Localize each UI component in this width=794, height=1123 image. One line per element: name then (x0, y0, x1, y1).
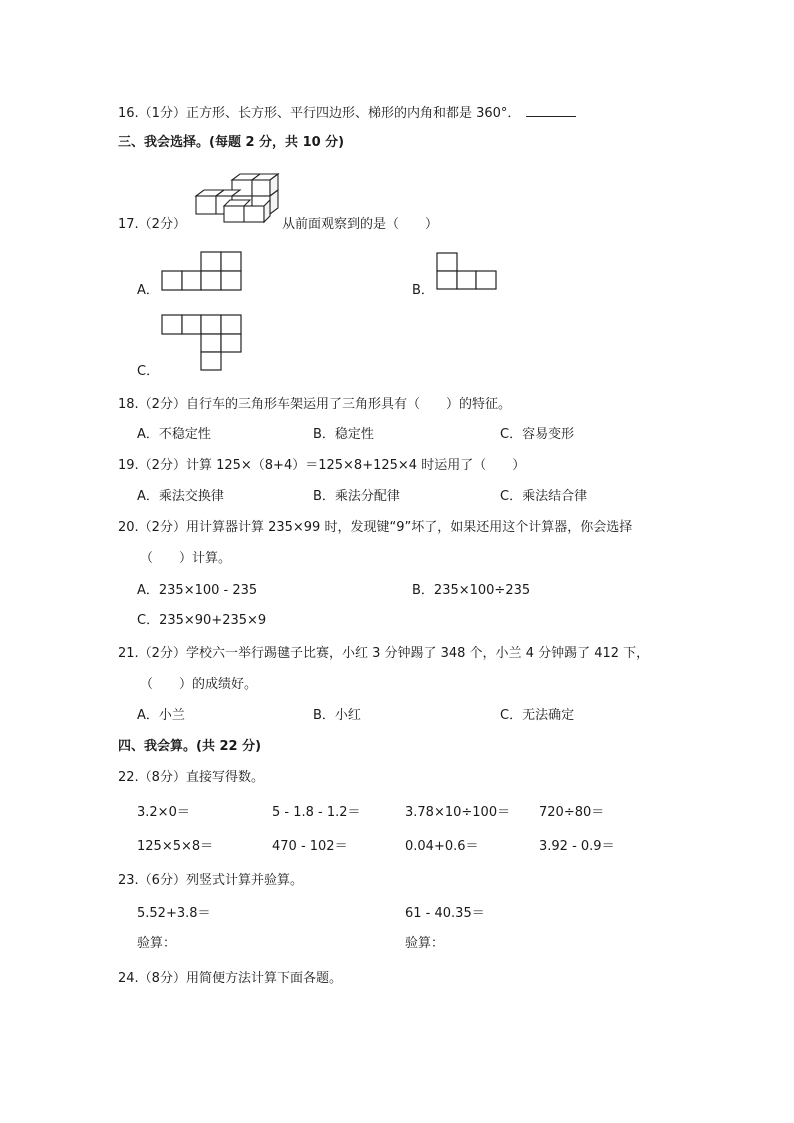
question-17-prefix: 17.（2分） (118, 217, 186, 232)
question-16 (118, 104, 576, 123)
question-23-stem: 23.（6分）列竖式计算并验算。 (118, 873, 303, 888)
answer-blank[interactable] (526, 104, 576, 117)
question-17-stem: 从前面观察到的是（ ） (282, 217, 439, 232)
cube-stack-drawing (196, 174, 278, 222)
cube-stack-figure (196, 172, 280, 224)
q20-option-c[interactable]: C．235×90+235×9 (137, 613, 267, 628)
view-a-figure[interactable] (161, 251, 243, 291)
question-21-stem: 21.（2分）学校六一举行踢毽子比赛，小红 3 分钟踢了 348 个，小兰 4 分钟踢了 412 下， (118, 646, 650, 661)
section-4-title: 四、我会算。(共 22 分) (118, 739, 262, 754)
calc-item: 125×5×8＝ (137, 839, 214, 854)
option-a-label[interactable]: A． (137, 283, 159, 298)
q18-option-a[interactable]: A．不稳定性 (137, 427, 211, 442)
check-label: 验算： (137, 936, 177, 951)
view-c-figure[interactable] (161, 314, 243, 372)
q20-option-a[interactable]: A．235×100 - 235 (137, 583, 258, 598)
calc-item: 3.92 - 0.9＝ (539, 839, 615, 854)
calc-item: 0.04+0.6＝ (405, 839, 479, 854)
q21-option-a[interactable]: A．小兰 (137, 708, 185, 723)
vertical-calc-item: 61 - 40.35＝ (405, 906, 485, 921)
option-b-label[interactable]: B． (412, 283, 434, 298)
q21-option-c[interactable]: C．无法确定 (500, 708, 575, 723)
question-19-stem: 19.（2分）计算 125×（8+4）＝125×8+125×4 时运用了（ ） (118, 458, 526, 473)
question-21-stem-cont: （ ）的成绩好。 (140, 677, 258, 692)
q19-option-b[interactable]: B．乘法分配律 (313, 489, 400, 504)
calc-item: 470 - 102＝ (272, 839, 348, 854)
question-16-text: 16.（1分）正方形、长方形、平行四边形、梯形的内角和都是 360°． (118, 106, 521, 121)
calc-item: 5 - 1.8 - 1.2＝ (272, 805, 361, 820)
calc-item: 720÷80＝ (539, 805, 605, 820)
question-20-stem: 20.（2分）用计算器计算 235×99 时，发现键“9”坏了，如果还用这个计算器，你会选择 (118, 520, 633, 535)
vertical-calc-item: 5.52+3.8＝ (137, 906, 211, 921)
view-b-figure[interactable] (436, 252, 498, 290)
q20-option-b[interactable]: B．235×100÷235 (412, 583, 531, 598)
q21-option-b[interactable]: B．小红 (313, 708, 361, 723)
calc-item: 3.2×0＝ (137, 805, 190, 820)
q18-option-c[interactable]: C．容易变形 (500, 427, 575, 442)
option-c-label[interactable]: C． (137, 364, 160, 379)
check-label: 验算： (405, 936, 445, 951)
question-18-stem: 18.（2分）自行车的三角形车架运用了三角形具有（ ）的特征。 (118, 397, 511, 412)
calc-item: 3.78×10÷100＝ (405, 805, 511, 820)
question-20-stem-cont: （ ）计算。 (140, 551, 232, 566)
question-24-stem: 24.（8分）用简便方法计算下面各题。 (118, 971, 342, 986)
q19-option-c[interactable]: C．乘法结合律 (500, 489, 588, 504)
question-22-stem: 22.（8分）直接写得数。 (118, 770, 264, 785)
section-3-title: 三、我会选择。(每题 2 分，共 10 分) (118, 135, 345, 150)
q19-option-a[interactable]: A．乘法交换律 (137, 489, 224, 504)
q18-option-b[interactable]: B．稳定性 (313, 427, 374, 442)
